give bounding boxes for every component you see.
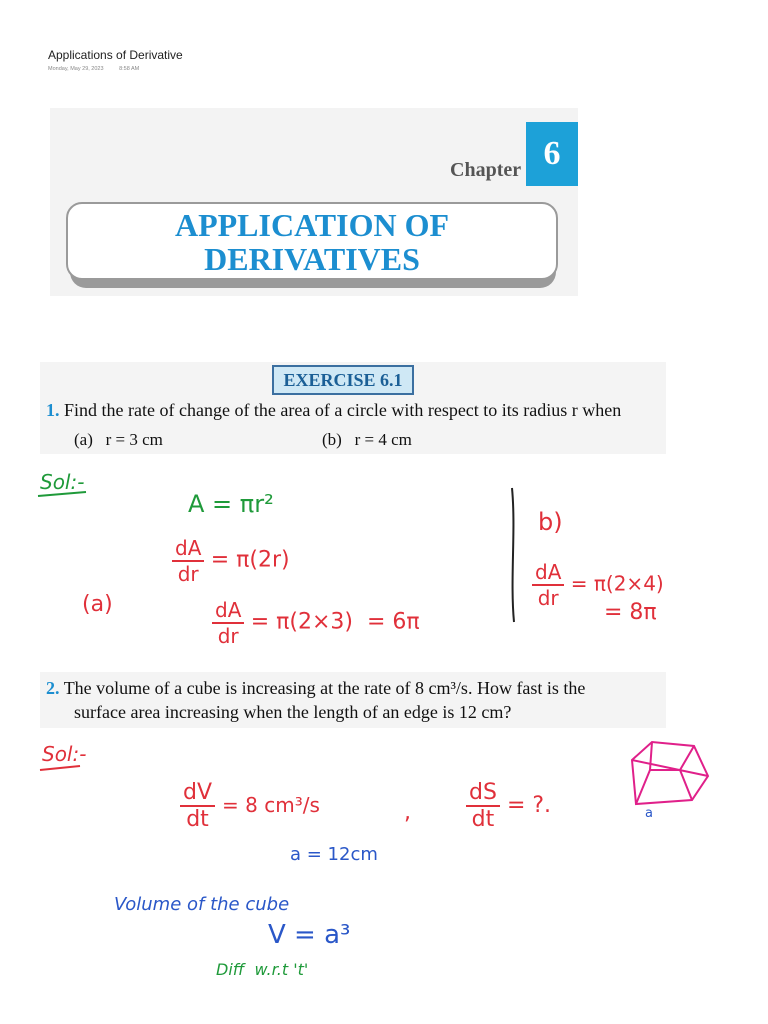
sol-1-underline xyxy=(38,492,86,496)
divider-line xyxy=(512,488,514,622)
question-1-number: 1. xyxy=(46,400,60,420)
question-1-part-b: (b) r = 4 cm xyxy=(322,430,412,449)
derivative-numerator: dA xyxy=(172,536,204,562)
page-time: 8:58 AM xyxy=(119,66,140,72)
chapter-title-line-2: DERIVATIVES xyxy=(204,241,420,277)
part-a-numerator: dA xyxy=(212,598,244,624)
chapter-number: 6 xyxy=(526,122,578,186)
surface-rate-numerator: dS xyxy=(466,780,500,807)
volume-rate-rhs: = 8 cm³/s xyxy=(222,793,320,817)
question-2-text-1: The volume of a cube is increasing at the rate of 8 cm³/s. How fast is the xyxy=(63,678,586,698)
chapter-title-line-1: APPLICATION OF xyxy=(174,207,450,243)
surface-rate-rhs: = ?. xyxy=(506,793,552,818)
chapter-word: Chapter xyxy=(450,159,522,181)
area-formula: A = πr² xyxy=(188,490,274,518)
surface-rate-denominator: dt xyxy=(471,807,495,832)
sol-2-underline xyxy=(40,766,80,770)
part-a-rhs: = π(2×3) = 6π xyxy=(250,609,420,635)
page-title: Applications of Derivative xyxy=(48,48,183,62)
volume-text: Volume of the cube xyxy=(114,894,290,915)
differentiate-text: Diff w.r.t 't' xyxy=(216,960,309,979)
part-a-denominator: dr xyxy=(217,624,239,648)
comma-separator: , xyxy=(404,800,411,825)
part-b-denominator: dr xyxy=(537,586,559,610)
volume-rate-denominator: dt xyxy=(186,807,209,832)
page-date: Monday, May 29, 2023 xyxy=(48,66,104,72)
cube-sketch-icon xyxy=(632,742,708,804)
part-b-numerator: dA xyxy=(532,560,564,586)
exercise-label: EXERCISE 6.1 xyxy=(272,365,414,395)
volume-formula: V = a³ xyxy=(268,920,351,950)
part-b-label: b) xyxy=(538,508,563,536)
derivative-denominator: dr xyxy=(177,562,199,586)
question-1-part-a: (a) r = 3 cm xyxy=(74,430,163,449)
solution-1-label: Sol:- xyxy=(40,470,85,494)
part-a-label: (a) xyxy=(82,592,113,617)
question-2-number: 2. xyxy=(46,678,60,698)
volume-rate-numerator: dV xyxy=(180,780,215,807)
part-b-rhs: = π(2×4) xyxy=(570,571,664,596)
part-b-result: = 8π xyxy=(604,600,657,625)
derivative-general-rhs: = π(2r) xyxy=(210,547,290,573)
solution-2-label: Sol:- xyxy=(42,742,87,766)
edge-length: a = 12cm xyxy=(290,844,378,865)
cube-edge-label: a xyxy=(645,806,653,821)
question-1-text: Find the rate of change of the area of a circle with respect to its radius r when xyxy=(64,400,622,420)
question-2-line-2: surface area increasing when the length of an edge is 12 cm? xyxy=(74,702,512,722)
